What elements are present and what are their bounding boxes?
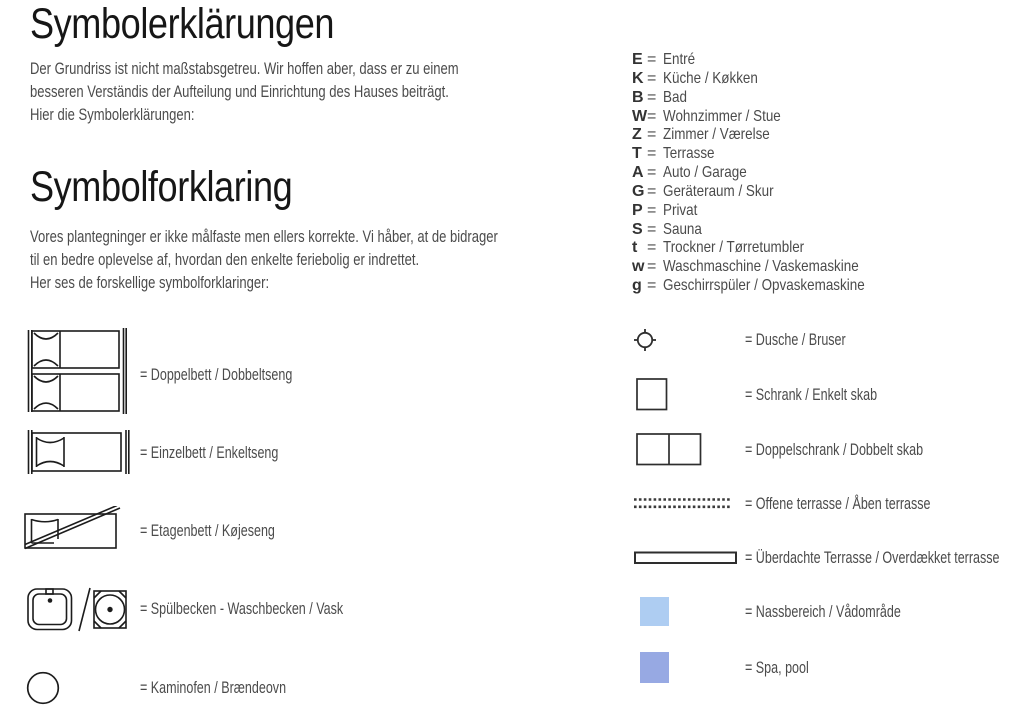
room-code-label: Terrasse (663, 145, 715, 163)
bunk-bed-icon (24, 506, 121, 550)
equals-sign: = (647, 258, 657, 276)
room-code-row (632, 164, 903, 183)
equals-sign: = (647, 277, 657, 295)
symbol-label-sink: = Spülbecken - Waschbecken / Vask (140, 600, 344, 618)
room-code-label: Küche / Køkken (663, 69, 758, 87)
symbol-label-spa-pool: = Spa, pool (745, 659, 809, 677)
intro-danish-line: Vores plantegninger er ikke målfaste men ellers korrekte. Vi håber, at de bidrager (30, 228, 498, 246)
room-code-row (632, 239, 903, 258)
page-title-danish (30, 163, 342, 212)
intro-german-line: Hier die Symbolerklärungen: (30, 106, 195, 124)
room-code-label: Privat (663, 201, 698, 219)
room-code-letter: g (632, 277, 642, 295)
equals-sign: = (647, 239, 657, 257)
room-code-letter: A (632, 164, 644, 182)
intro-danish-line: Her ses de forskellige symbolforklaringer: (30, 274, 270, 292)
room-code-row (632, 202, 903, 221)
single-bed-icon (27, 429, 131, 475)
covered-terrace-icon (634, 551, 737, 565)
room-code-letter: E (632, 51, 643, 68)
symbol-label-covered-terrace: = Überdachte Terrasse / Overdækket terrasse (745, 549, 1000, 567)
room-code-row (632, 70, 903, 89)
wet-area-swatch (640, 597, 669, 626)
room-code-letter: T (632, 145, 642, 163)
intro-paragraph-german (30, 58, 573, 127)
room-code-letter: K (632, 69, 644, 87)
sink-washbasin-icon (27, 587, 127, 633)
room-code-row (632, 89, 903, 108)
room-code-label: Trockner / Tørretumbler (663, 239, 805, 257)
wood-stove-icon (26, 671, 60, 705)
equals-sign: = (647, 88, 657, 106)
equals-sign: = (647, 164, 657, 182)
room-code-label: Waschmaschine / Vaskemaskine (663, 258, 859, 276)
page-title-danish-text: Symbolforklaring (30, 163, 293, 211)
spa-pool-swatch (640, 652, 669, 683)
room-code-row (632, 126, 903, 145)
room-code-row (632, 258, 903, 277)
room-code-label: Bad (663, 88, 687, 106)
room-code-label: Geschirrspüler / Opvaskemaskine (663, 277, 865, 295)
symbol-label-single-bed: = Einzelbett / Enkeltseng (140, 444, 279, 462)
room-code-letter: P (632, 201, 643, 219)
equals-sign: = (647, 201, 657, 219)
double-bed-icon (27, 328, 127, 414)
room-code-label: Wohnzimmer / Stue (663, 107, 781, 125)
room-code-row (632, 221, 903, 240)
room-code-letter: t (632, 239, 638, 257)
intro-german-line: Der Grundriss ist nicht maßstabsgetreu. Wir hoffen aber, dass er zu einem (30, 60, 459, 78)
symbol-label-wet-area: = Nassbereich / Vådområde (745, 603, 901, 621)
room-code-label: Sauna (663, 220, 702, 238)
symbol-label-stove: = Kaminofen / Brændeovn (140, 679, 287, 697)
room-code-letter: w (632, 258, 645, 276)
room-code-letter: G (632, 182, 645, 200)
room-code-label: Auto / Garage (663, 164, 747, 182)
symbol-label-single-cabinet: = Schrank / Enkelt skab (745, 386, 878, 404)
room-code-letter: S (632, 220, 643, 238)
room-code-label: Geräteraum / Skur (663, 182, 774, 200)
room-code-row (632, 183, 903, 202)
room-code-label: Zimmer / Værelse (663, 126, 770, 144)
equals-sign: = (647, 107, 657, 125)
room-code-letter: W (632, 107, 648, 125)
open-terrace-icon (634, 497, 730, 510)
double-cabinet-icon (636, 433, 702, 466)
page-title-german-text: Symbolerklärungen (30, 0, 335, 48)
equals-sign: = (647, 220, 657, 238)
equals-sign: = (647, 182, 657, 200)
room-code-row (632, 277, 903, 296)
page-title-german (30, 0, 392, 49)
intro-german-line: besseren Verständis der Aufteilung und Einrichtung des Hauses beiträgt. (30, 83, 449, 101)
room-code-letter: B (632, 88, 644, 106)
symbol-label-double-cabinet: = Doppelschrank / Dobbelt skab (745, 441, 924, 459)
symbol-label-shower: = Dusche / Bruser (745, 331, 846, 349)
symbol-label-open-terrace: = Offene terrasse / Åben terrasse (745, 495, 931, 513)
single-cabinet-icon (636, 378, 668, 411)
equals-sign: = (647, 51, 657, 68)
intro-danish-line: til en bedre oplevelse af, hvordan den enkelte feriebolig er indrettet. (30, 251, 420, 269)
equals-sign: = (647, 69, 657, 87)
room-code-legend (632, 51, 903, 296)
room-code-row (632, 108, 903, 127)
equals-sign: = (647, 126, 657, 144)
symbol-label-double-bed: = Doppelbett / Dobbeltseng (140, 366, 293, 384)
symbol-label-bunk-bed: = Etagenbett / Køjeseng (140, 522, 275, 540)
room-code-label: Entré (663, 51, 696, 68)
room-code-row (632, 145, 903, 164)
equals-sign: = (647, 145, 657, 163)
intro-paragraph-danish (30, 226, 622, 295)
room-code-row (632, 51, 903, 70)
shower-drain-icon (631, 326, 659, 354)
room-code-letter: Z (632, 126, 642, 144)
